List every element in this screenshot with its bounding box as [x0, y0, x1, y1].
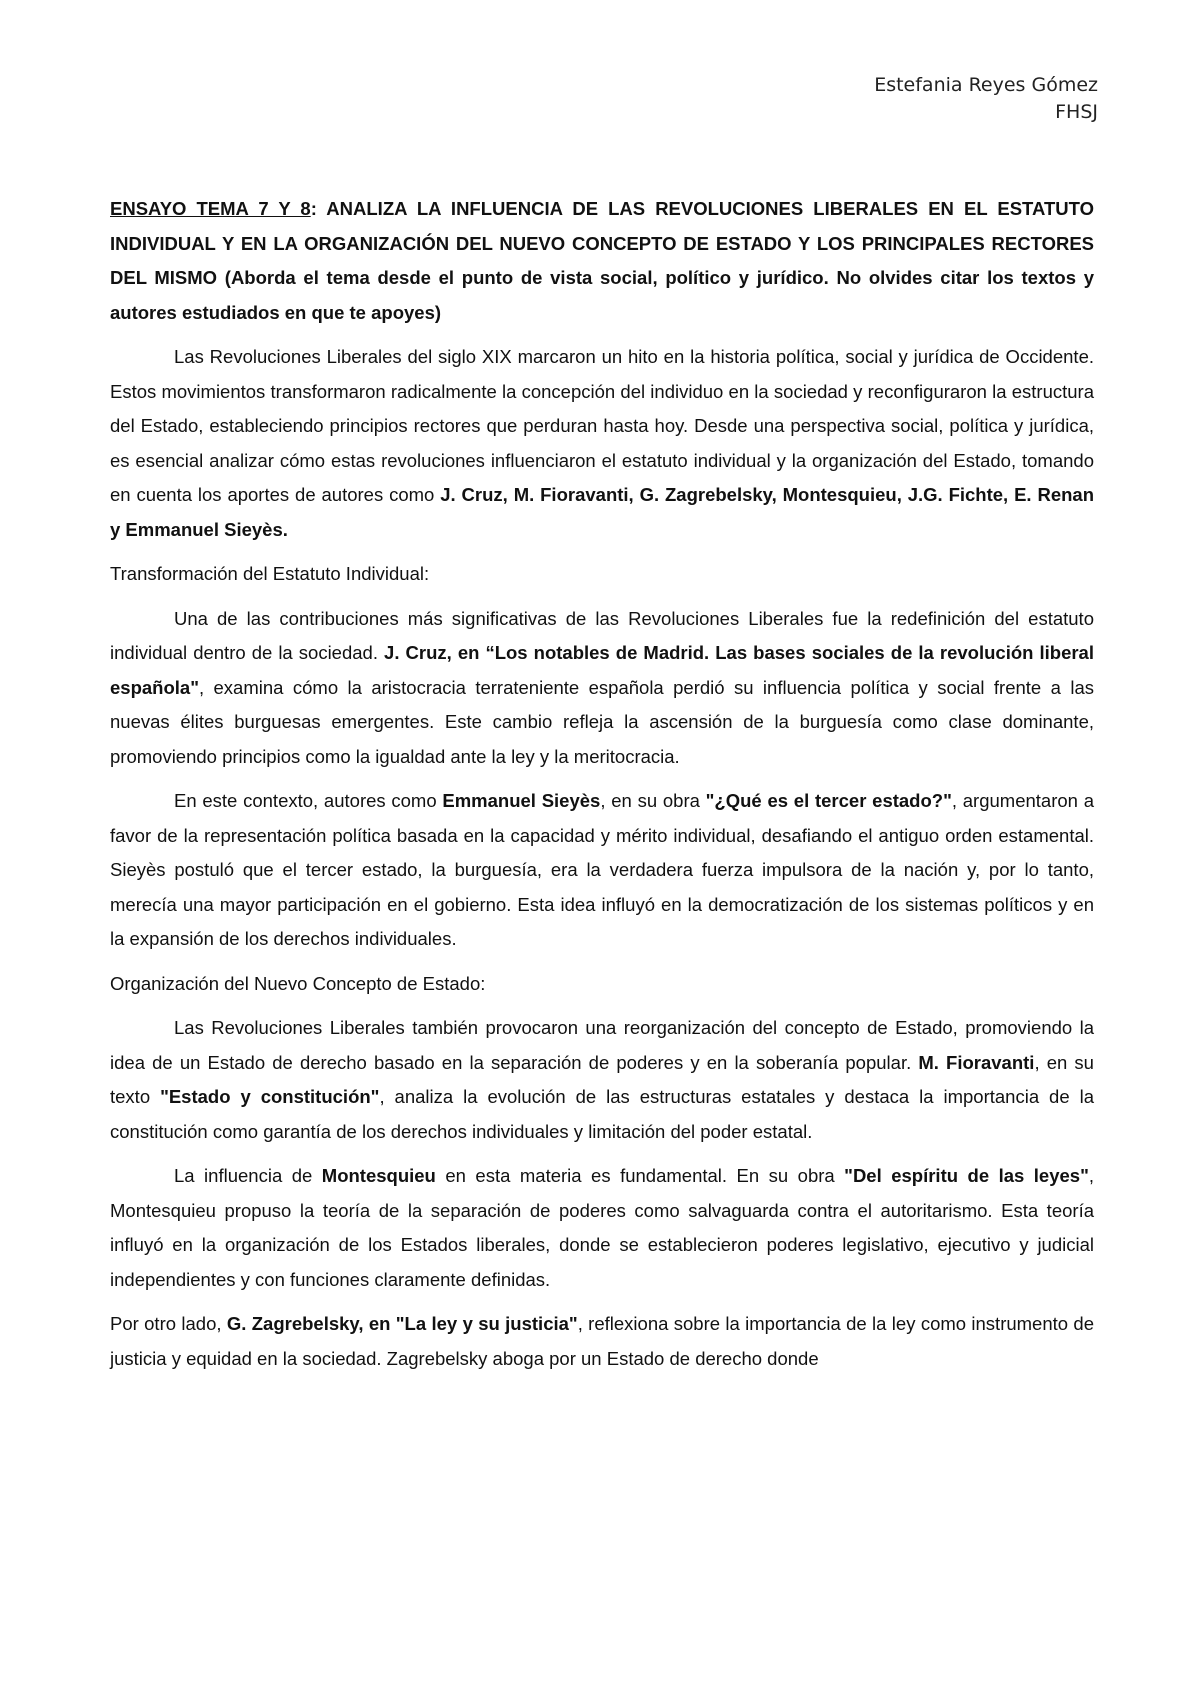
author-list: J. Cruz, M. Fioravanti, G. Zagrebelsky, Montesquieu, J.G. Fichte, E. Renan y Emmanuel Sieyès. — [110, 484, 1094, 540]
paragraph-text: Las Revoluciones Liberales del siglo XIX marcaron un hito en la historia política, social y jurídica de Occidente. Estos movimientos transformaron radicalmente la concepción del individuo en la sociedad y reconfiguraron la estructura del Estado, estableciendo principios rectores que perduran hasta hoy. Desde una perspectiva social, política y jurídica, es esencial analizar cómo estas revoluciones influenciaron el estatuto individual y la organización del Estado, tomando en cuenta los aportes de autores como — [110, 346, 1094, 505]
paragraph-text: Las Revoluciones Liberales también provocaron una reorganización del concepto de Estado, promoviendo la idea de un Estado de derecho basado en la separación de poderes y en la soberanía popular. — [110, 1017, 1094, 1073]
citation-zagrebelsky: G. Zagrebelsky, en "La ley y su justicia" — [226, 1313, 578, 1334]
essay-topic-number: ENSAYO TEMA 7 Y 8 — [110, 198, 311, 219]
citation-tercer-estado: "¿Qué es el tercer estado?" — [705, 790, 952, 811]
paragraph-text: , analiza la evolución de las estructuras estatales y destaca la importancia de la constitución como garantía de los derechos individuales y limitación del poder estatal. — [110, 1086, 1094, 1142]
paragraph-sieyes — [110, 784, 1094, 957]
essay-title-main: ANALIZA LA INFLUENCIA DE LAS REVOLUCIONES LIBERALES EN EL ESTATUTO INDIVIDUAL Y EN LA ORGANIZACIÓN DEL NUEVO CONCEPTO DE ESTADO Y LOS PRINCIPALES RECTORES DEL MISMO — [110, 198, 1094, 288]
paragraph-fioravanti — [110, 1011, 1094, 1149]
essay-title-colon: : — [310, 198, 317, 219]
citation-cruz: J. Cruz, en “Los notables de Madrid. Las bases sociales de la revolución liberal española" — [110, 642, 1094, 698]
paragraph-text: La influencia de — [174, 1165, 322, 1186]
citation-estado-constitucion: "Estado y constitución" — [160, 1086, 380, 1107]
essay-instructions: (Aborda el tema desde el punto de vista social, político y jurídico. No olvides citar los textos y autores estudiados en que te apoyes) — [110, 267, 1094, 323]
author-montesquieu: Montesquieu — [321, 1165, 436, 1186]
paragraph-text: , Montesquieu propuso la teoría de la separación de poderes como salvaguarda contra el autoritarismo. Esta teoría influyó en la organización de los Estados liberales, donde se establecieron poderes legislativo, ejecutivo y judicial independientes y con funciones claramente definidas. — [110, 1165, 1095, 1290]
section-heading-estado: Organización del Nuevo Concepto de Estado: — [110, 972, 486, 994]
paragraph-zagrebelsky — [110, 1307, 1094, 1376]
paragraph-text: , examina cómo la aristocracia terrateniente española perdió su influencia política y social frente a las nuevas élites burguesas emergentes. Este cambio refleja la ascensión de la burguesía como clase dominante, promoviendo principios como la igualdad ante la ley y la meritocracia. — [110, 676, 1094, 767]
paragraph-text: Una de las contribuciones más significativas de las Revoluciones Liberales fue la redefinición del estatuto individual dentro de la sociedad. — [110, 607, 1094, 663]
paragraph-montesquieu — [110, 1159, 1094, 1297]
document-body — [110, 192, 1094, 1386]
paragraph-text: En este contexto, autores como — [174, 790, 443, 811]
paragraph-text: en esta materia es fundamental. En su obra — [435, 1165, 845, 1186]
paragraph-text: , argumentaron a favor de la representación política basada en la capacidad y mérito individual, desafiando el antiguo orden estamental. Sieyès postuló que el tercer estado, la burguesía, era la verdadera fuerza impulsora de la nación y, por lo tanto, merecía una mayor participación en el gobierno. Esta idea influyó en la democratización de los sistemas políticos y en la expansión de los derechos individuales. — [110, 790, 1094, 949]
section-heading-estatuto: Transformación del Estatuto Individual: — [110, 563, 430, 584]
paragraph-text: Por otro lado, — [110, 1313, 227, 1334]
author-fioravanti: M. Fioravanti — [918, 1051, 1035, 1073]
paragraph-text: , en su texto — [110, 1051, 1094, 1107]
document-header — [874, 72, 1098, 126]
paragraph-text: , reflexiona sobre la importancia de la ley como instrumento de justicia y equidad en la sociedad. Zagrebelsky aboga por un Estado de derecho donde — [110, 1313, 1094, 1369]
author-name: Estefania Reyes Gómez — [874, 74, 1098, 96]
paragraph-intro — [110, 340, 1094, 547]
author-affiliation: FHSJ — [1055, 101, 1098, 123]
paragraph-cruz — [110, 602, 1094, 775]
essay-title — [110, 192, 1094, 330]
paragraph-text: , en su obra — [600, 790, 706, 811]
author-sieyes: Emmanuel Sieyès — [442, 790, 601, 811]
citation-espiritu-leyes: "Del espíritu de las leyes" — [844, 1165, 1089, 1186]
